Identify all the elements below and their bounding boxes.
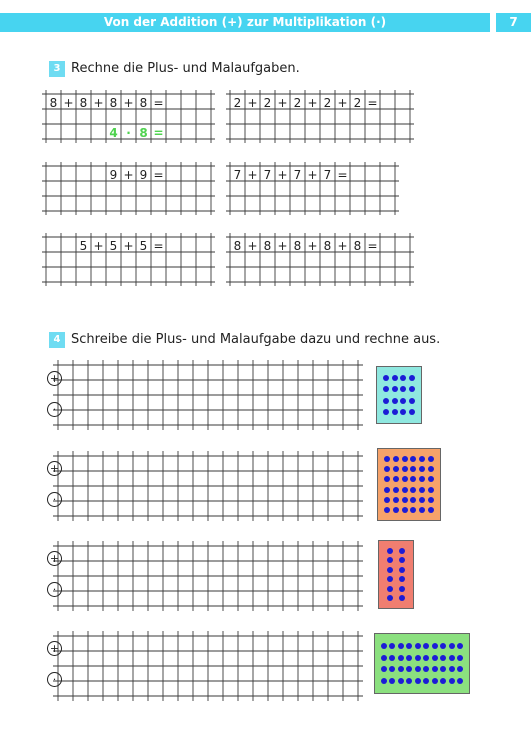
plus-circle-icon: + bbox=[47, 641, 62, 656]
answer-symbol: · bbox=[126, 126, 131, 140]
dot-icon bbox=[399, 586, 405, 592]
task-4-grid-3[interactable] bbox=[58, 546, 358, 606]
dot-icon bbox=[428, 497, 434, 503]
dot-icon bbox=[428, 476, 434, 482]
equation-symbol: = bbox=[153, 239, 164, 253]
dot-icon bbox=[457, 666, 463, 672]
grid-lines bbox=[53, 631, 363, 701]
dot-icon bbox=[457, 678, 463, 684]
equation-symbol: 8 bbox=[139, 96, 148, 110]
equation-symbol: 2 bbox=[233, 96, 242, 110]
dot-icon bbox=[432, 643, 438, 649]
dot-icon bbox=[415, 678, 421, 684]
equation-symbol: + bbox=[93, 239, 104, 253]
dot-icon bbox=[415, 643, 421, 649]
dot-icon bbox=[428, 487, 434, 493]
task-4-number: 4 bbox=[49, 332, 65, 348]
equation-symbol: 7 bbox=[323, 168, 332, 182]
equation-symbol: 8 bbox=[323, 239, 332, 253]
dot-icon bbox=[398, 666, 404, 672]
equation-symbol: + bbox=[337, 96, 348, 110]
equation-symbol: 5 bbox=[139, 239, 148, 253]
dot-icon bbox=[440, 666, 446, 672]
equation-symbol: = bbox=[367, 239, 378, 253]
dot-icon bbox=[449, 655, 455, 661]
dot-icon bbox=[457, 655, 463, 661]
dot-icon bbox=[392, 409, 398, 415]
dot-icon bbox=[410, 476, 416, 482]
dot-icon bbox=[428, 456, 434, 462]
page-header bbox=[0, 13, 531, 32]
dot-icon bbox=[419, 456, 425, 462]
task-4-grid-2[interactable] bbox=[58, 456, 358, 516]
equation-symbol: 8 bbox=[49, 96, 58, 110]
equation-symbol: + bbox=[307, 168, 318, 182]
grid-lines bbox=[53, 360, 363, 430]
equation-symbol: 8 bbox=[353, 239, 362, 253]
dot-icon bbox=[440, 678, 446, 684]
equation-symbol: + bbox=[123, 168, 134, 182]
task-3-grid-d[interactable] bbox=[230, 166, 395, 211]
task-4-instruction: Schreibe die Plus- und Malaufgabe dazu und rechne aus. bbox=[71, 332, 441, 347]
dot-icon bbox=[393, 497, 399, 503]
grid-lines bbox=[53, 451, 363, 521]
dot-icon bbox=[389, 643, 395, 649]
dot-icon bbox=[384, 487, 390, 493]
dot-icon bbox=[400, 409, 406, 415]
dot-icon bbox=[393, 487, 399, 493]
dot-icon bbox=[389, 678, 395, 684]
dot-icon bbox=[381, 678, 387, 684]
equation-symbol: 8 bbox=[293, 239, 302, 253]
dot-icon bbox=[383, 398, 389, 404]
dot-icon bbox=[406, 678, 412, 684]
dot-icon bbox=[409, 409, 415, 415]
equation-symbol: + bbox=[93, 96, 104, 110]
dot-icon bbox=[384, 466, 390, 472]
task-4-grid-1[interactable] bbox=[58, 365, 358, 425]
dot-icon bbox=[449, 678, 455, 684]
dot-icon bbox=[409, 398, 415, 404]
equation-symbol: + bbox=[247, 96, 258, 110]
dot-icon bbox=[419, 507, 425, 513]
task-3-number: 3 bbox=[49, 61, 65, 77]
answer-symbol: 4 bbox=[109, 126, 118, 140]
equation-symbol: 8 bbox=[233, 239, 242, 253]
dot-icon bbox=[392, 386, 398, 392]
equation-symbol: 5 bbox=[79, 239, 88, 253]
dot-icon bbox=[387, 586, 393, 592]
equation-symbol: + bbox=[307, 96, 318, 110]
times-circle-icon: · bbox=[47, 492, 62, 507]
dot-icon bbox=[423, 678, 429, 684]
dot-icon bbox=[383, 375, 389, 381]
dot-icon bbox=[419, 466, 425, 472]
dot-icon bbox=[400, 386, 406, 392]
dot-icon bbox=[432, 678, 438, 684]
dot-icon bbox=[457, 643, 463, 649]
page-number: 7 bbox=[496, 13, 531, 32]
equation-symbol: 2 bbox=[293, 96, 302, 110]
dot-card-2 bbox=[377, 448, 441, 521]
dot-icon bbox=[410, 456, 416, 462]
dot-icon bbox=[398, 678, 404, 684]
dot-icon bbox=[410, 487, 416, 493]
equation-symbol: 2 bbox=[353, 96, 362, 110]
equation-symbol: = bbox=[153, 168, 164, 182]
equation-symbol: 9 bbox=[109, 168, 118, 182]
dot-icon bbox=[387, 595, 393, 601]
dot-icon bbox=[423, 643, 429, 649]
dot-icon bbox=[440, 655, 446, 661]
equation-symbol: + bbox=[307, 239, 318, 253]
dot-icon bbox=[410, 497, 416, 503]
dot-card-3 bbox=[378, 540, 414, 609]
equation-symbol: + bbox=[277, 96, 288, 110]
dot-icon bbox=[393, 476, 399, 482]
dot-icon bbox=[399, 576, 405, 582]
dot-icon bbox=[399, 595, 405, 601]
dot-icon bbox=[384, 507, 390, 513]
dot-icon bbox=[409, 375, 415, 381]
dot-icon bbox=[402, 487, 408, 493]
equation-symbol: + bbox=[247, 168, 258, 182]
dot-icon bbox=[400, 398, 406, 404]
dot-card-1 bbox=[376, 366, 422, 424]
equation-symbol: 7 bbox=[293, 168, 302, 182]
plus-circle-icon: + bbox=[47, 371, 62, 386]
plus-circle-icon: + bbox=[47, 461, 62, 476]
equation-symbol: 8 bbox=[109, 96, 118, 110]
dot-icon bbox=[393, 507, 399, 513]
dot-icon bbox=[402, 456, 408, 462]
dot-icon bbox=[400, 375, 406, 381]
dot-icon bbox=[392, 398, 398, 404]
dot-icon bbox=[393, 456, 399, 462]
task-4-grid-4[interactable] bbox=[58, 636, 358, 696]
dot-icon bbox=[449, 666, 455, 672]
task-3-grid-e[interactable] bbox=[46, 237, 211, 282]
equation-symbol: 5 bbox=[109, 239, 118, 253]
dot-icon bbox=[449, 643, 455, 649]
equation-symbol: 7 bbox=[233, 168, 242, 182]
dot-icon bbox=[419, 487, 425, 493]
task-3-grid-a[interactable] bbox=[46, 94, 211, 139]
dot-icon bbox=[399, 557, 405, 563]
equation-symbol: = bbox=[337, 168, 348, 182]
dot-icon bbox=[409, 386, 415, 392]
dot-card-4 bbox=[374, 633, 470, 694]
answer-symbol: 8 bbox=[139, 126, 148, 140]
dot-icon bbox=[399, 548, 405, 554]
dot-icon bbox=[381, 655, 387, 661]
dot-icon bbox=[410, 507, 416, 513]
dot-icon bbox=[384, 456, 390, 462]
task-3-grid-b[interactable] bbox=[230, 94, 410, 139]
dot-icon bbox=[410, 466, 416, 472]
dot-icon bbox=[428, 507, 434, 513]
dot-icon bbox=[402, 466, 408, 472]
equation-symbol: 8 bbox=[79, 96, 88, 110]
dot-icon bbox=[398, 655, 404, 661]
dot-icon bbox=[406, 666, 412, 672]
dot-icon bbox=[389, 655, 395, 661]
dot-icon bbox=[402, 507, 408, 513]
dot-icon bbox=[384, 476, 390, 482]
dot-icon bbox=[406, 643, 412, 649]
dot-icon bbox=[415, 655, 421, 661]
equation-symbol: + bbox=[247, 239, 258, 253]
task-3-grid-c[interactable] bbox=[46, 166, 211, 211]
dot-icon bbox=[423, 666, 429, 672]
equation-symbol: 2 bbox=[323, 96, 332, 110]
dot-icon bbox=[387, 576, 393, 582]
equation-symbol: + bbox=[123, 239, 134, 253]
equation-symbol: 2 bbox=[263, 96, 272, 110]
dot-icon bbox=[423, 655, 429, 661]
grid-lines bbox=[53, 541, 363, 611]
dot-icon bbox=[402, 497, 408, 503]
dot-icon bbox=[398, 643, 404, 649]
dot-icon bbox=[415, 666, 421, 672]
dot-icon bbox=[440, 643, 446, 649]
dot-icon bbox=[432, 666, 438, 672]
dot-icon bbox=[419, 497, 425, 503]
equation-symbol: + bbox=[277, 239, 288, 253]
equation-symbol: + bbox=[277, 168, 288, 182]
task-3-grid-f[interactable] bbox=[230, 237, 410, 282]
page-title: Von der Addition (+) zur Multiplikation (·) bbox=[103, 15, 387, 29]
dot-icon bbox=[399, 567, 405, 573]
equation-symbol: + bbox=[123, 96, 134, 110]
dot-icon bbox=[389, 666, 395, 672]
dot-icon bbox=[381, 666, 387, 672]
dot-icon bbox=[406, 655, 412, 661]
dot-icon bbox=[381, 643, 387, 649]
times-circle-icon: · bbox=[47, 672, 62, 687]
dot-icon bbox=[432, 655, 438, 661]
dot-icon bbox=[383, 386, 389, 392]
equation-symbol: = bbox=[153, 96, 164, 110]
dot-icon bbox=[419, 476, 425, 482]
times-circle-icon: · bbox=[47, 402, 62, 417]
dot-icon bbox=[383, 409, 389, 415]
plus-circle-icon: + bbox=[47, 551, 62, 566]
task-3-instruction: Rechne die Plus- und Malaufgaben. bbox=[71, 61, 300, 76]
equation-symbol: 7 bbox=[263, 168, 272, 182]
equation-symbol: + bbox=[63, 96, 74, 110]
dot-icon bbox=[387, 557, 393, 563]
equation-symbol: = bbox=[367, 96, 378, 110]
equation-symbol: 8 bbox=[263, 239, 272, 253]
dot-icon bbox=[393, 466, 399, 472]
answer-symbol: = bbox=[153, 126, 164, 140]
equation-symbol: 9 bbox=[139, 168, 148, 182]
dot-icon bbox=[402, 476, 408, 482]
dot-icon bbox=[392, 375, 398, 381]
dot-icon bbox=[384, 497, 390, 503]
times-circle-icon: · bbox=[47, 582, 62, 597]
dot-icon bbox=[387, 567, 393, 573]
dot-icon bbox=[387, 548, 393, 554]
dot-icon bbox=[428, 466, 434, 472]
equation-symbol: + bbox=[337, 239, 348, 253]
